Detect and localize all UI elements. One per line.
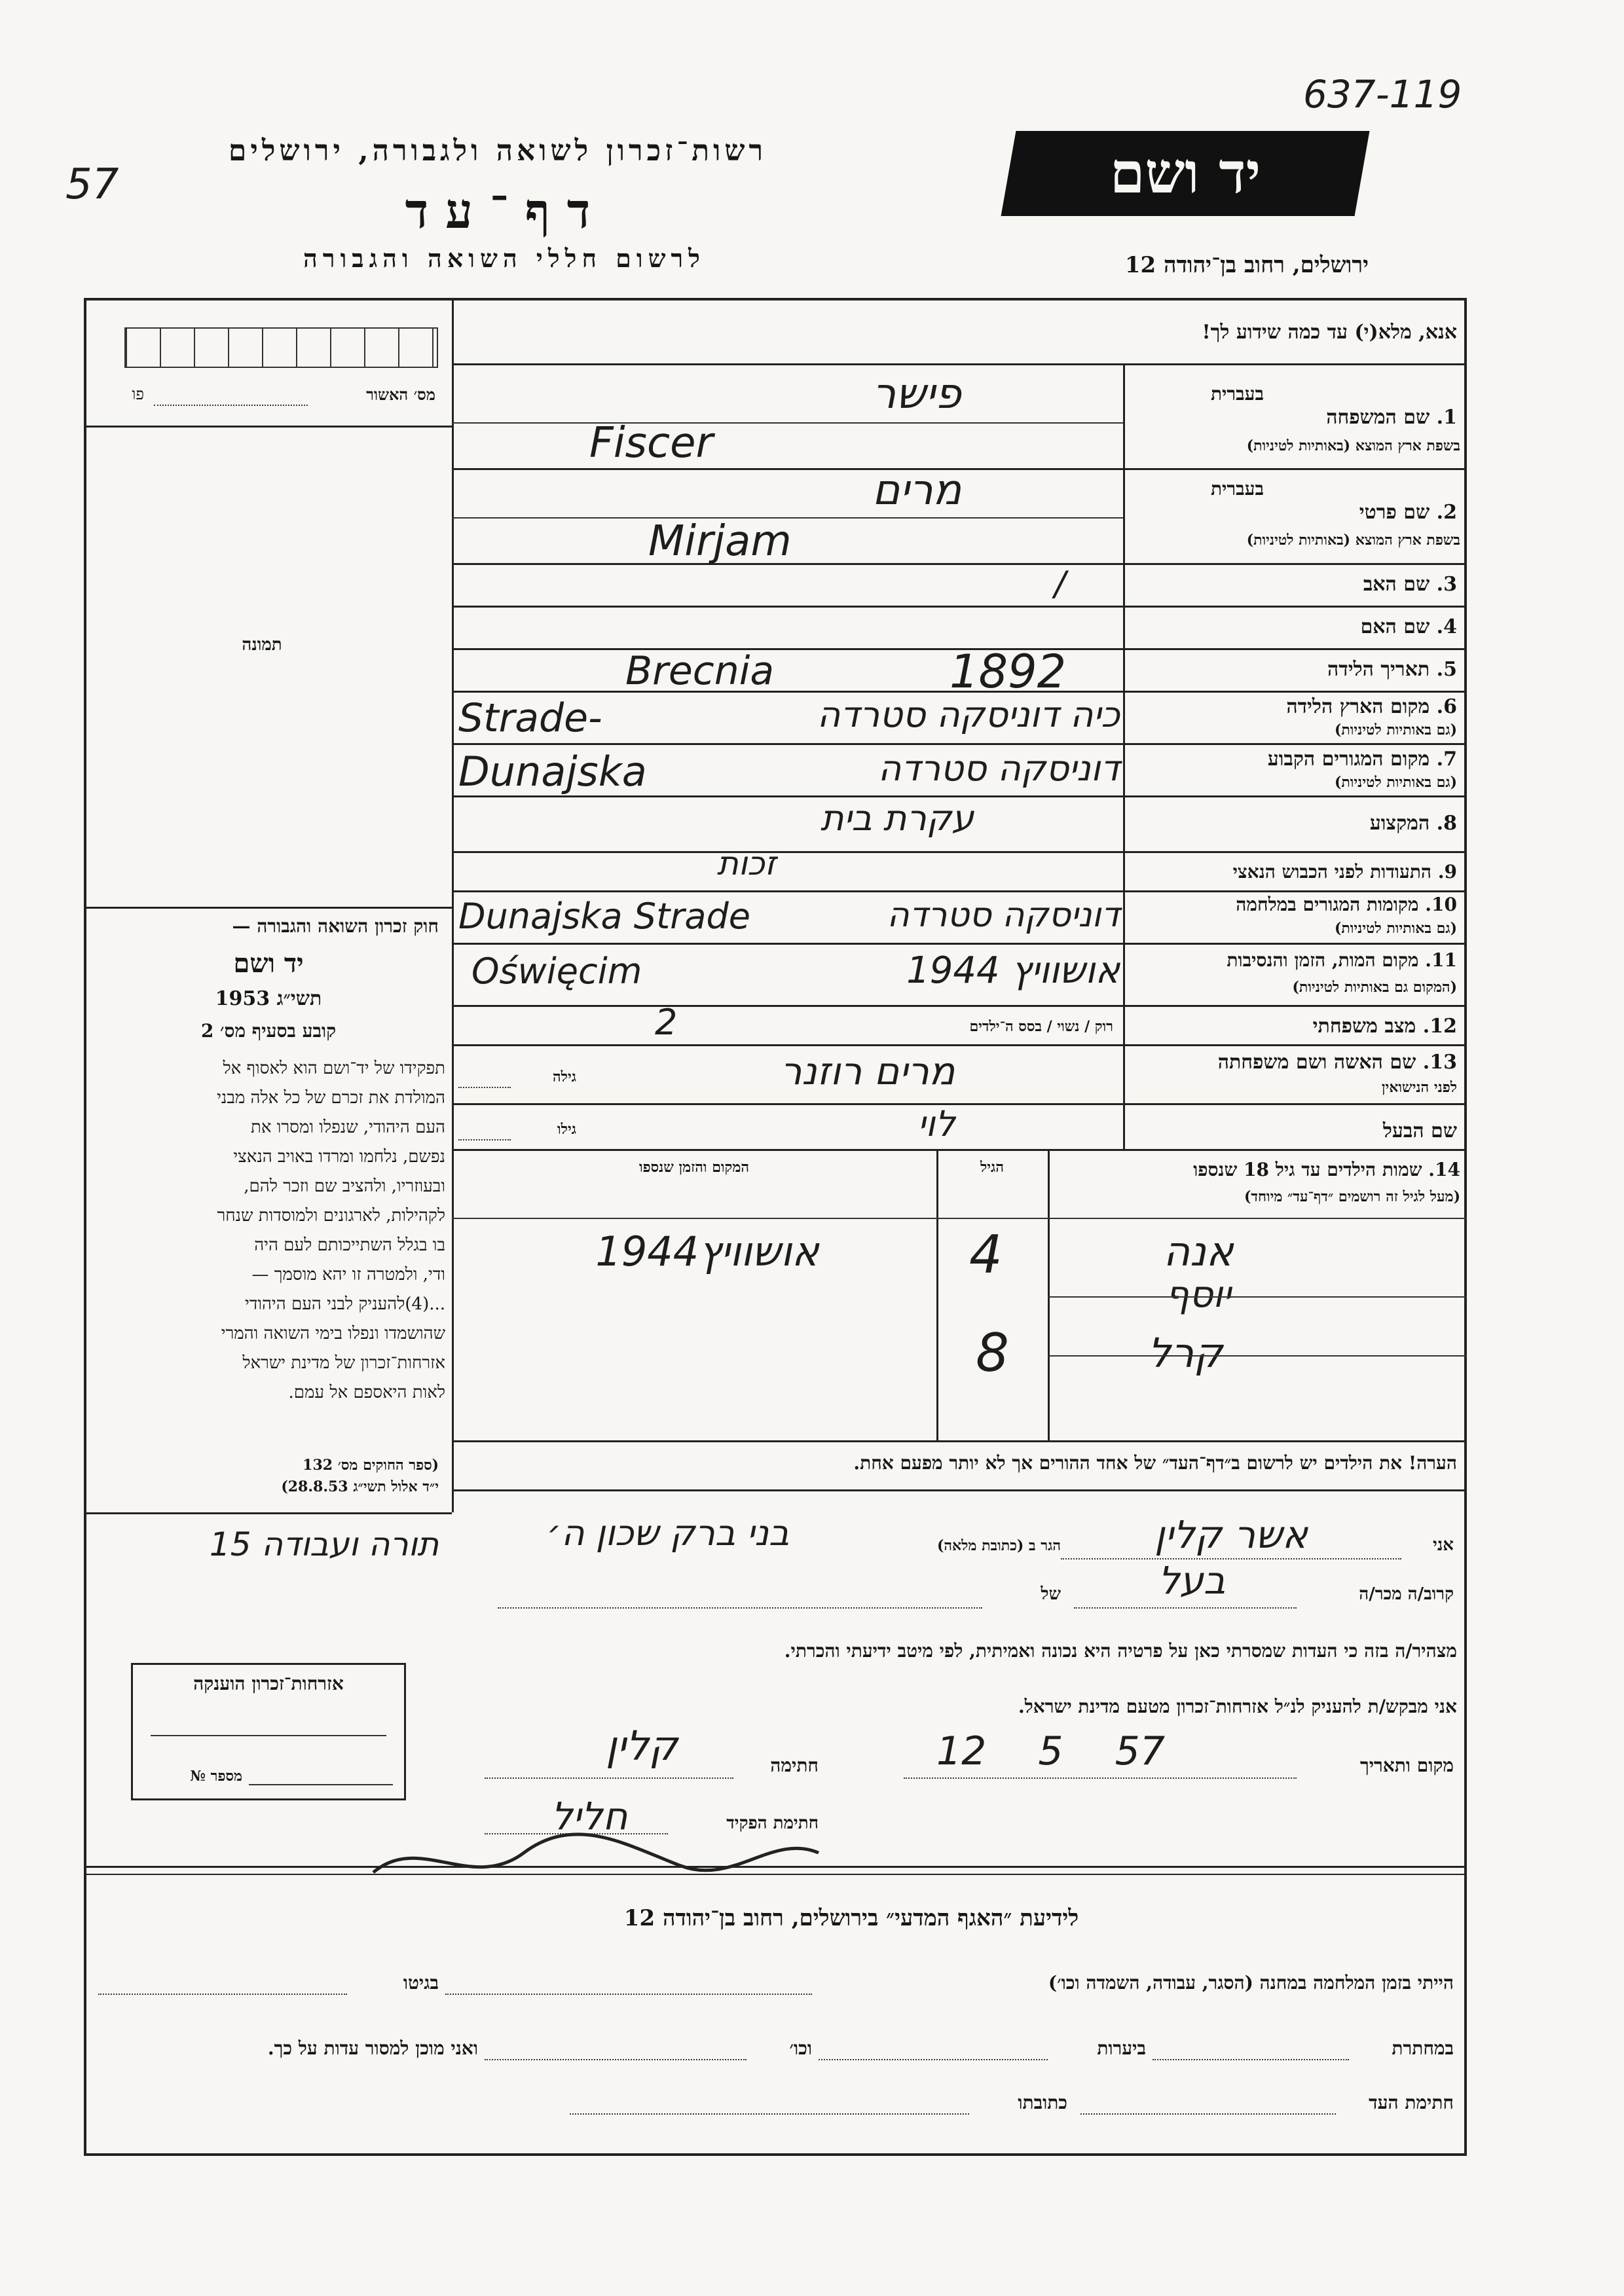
footer-line-3a-blank bbox=[1080, 2113, 1336, 2115]
form-subtitle: לרשום חללי השואה והגבורה bbox=[303, 244, 705, 273]
form-intro: אנא, מלא(י) עד כמה שידוע לך! bbox=[1202, 321, 1457, 344]
law-text bbox=[92, 1054, 445, 1408]
footer-line-2b-blank bbox=[819, 2059, 1048, 2060]
field-7-number: 7. bbox=[1436, 748, 1457, 771]
left-col-rule-2 bbox=[84, 907, 452, 909]
birth-place-latin-2: Strade- bbox=[458, 695, 602, 741]
field-10-name: מקומות המגורים במלחמה bbox=[1236, 894, 1419, 915]
field-1-number: 1. bbox=[1436, 406, 1457, 429]
field-11-name: מקום המות, הזמן והנסיבות bbox=[1227, 949, 1419, 971]
pre-occupation-status: זכות bbox=[716, 845, 777, 883]
field-2-sub: בשפת ארץ המוצא (באותיות לטיניות) bbox=[1246, 532, 1460, 549]
certificate-box-number: מספר № bbox=[190, 1768, 242, 1785]
yad-vashem-logo bbox=[1001, 131, 1370, 216]
file-number: 637-119 bbox=[1303, 72, 1462, 117]
signature-line bbox=[485, 1777, 733, 1779]
photo-label: תמונה bbox=[242, 635, 282, 655]
field-11-number: 11. bbox=[1425, 949, 1457, 971]
certificate-box-line bbox=[151, 1735, 386, 1736]
child-place: אושוויץ1944 bbox=[595, 1228, 819, 1275]
children-row-rule bbox=[1048, 1296, 1467, 1298]
field-5-label bbox=[1130, 658, 1457, 681]
note-bottom bbox=[452, 1489, 1467, 1491]
child-age: 8 bbox=[976, 1322, 1009, 1383]
field-4-label bbox=[1130, 615, 1457, 638]
address-line: ירושלים, רחוב בן־יהודה 12 bbox=[1124, 252, 1369, 278]
field-12-name: מצב משפחתי bbox=[1312, 1015, 1416, 1038]
note-text: הערה! את הילדים יש לרשום ב״דף־העד״ של אחד ההורים אך לא יותר מפעם אחת. bbox=[853, 1452, 1457, 1474]
left-column-divider bbox=[452, 298, 454, 1512]
children-age-header: הגיל bbox=[980, 1159, 1004, 1176]
field-2-hebrew-tag: בעברית bbox=[1210, 478, 1264, 500]
field-6-label bbox=[1130, 695, 1457, 718]
law-year-row bbox=[98, 987, 439, 1010]
field-7-name: מקום המגורים הקבוע bbox=[1267, 748, 1430, 771]
field-8-number: 8. bbox=[1436, 812, 1457, 835]
logo-text: יד ושם bbox=[1109, 140, 1261, 206]
footer-line-2b: ביערות bbox=[1097, 2037, 1146, 2059]
footer-line-3b-blank bbox=[570, 2113, 969, 2115]
note-top bbox=[452, 1440, 1467, 1442]
law-title: חוק זכרון השואה והגבורה — bbox=[232, 915, 439, 937]
field-11-sub: (המקום גם באותיות לטיניות) bbox=[1292, 979, 1457, 996]
field-1-sub: בשפת ארץ המוצא (באותיות לטיניות) bbox=[1246, 437, 1460, 454]
law-year-hebrew: תשי״ג bbox=[276, 987, 322, 1010]
footer-line-1-end: בגיטו bbox=[403, 1972, 439, 1994]
wartime-residence: דוניסקה סטרדה bbox=[887, 896, 1120, 935]
first-name-hebrew: מרים bbox=[872, 466, 962, 515]
law-name: יד ושם bbox=[233, 948, 304, 979]
footer-line-2c-blank bbox=[485, 2059, 747, 2060]
husband-name: לוי bbox=[917, 1103, 955, 1144]
row-rule bbox=[452, 943, 1467, 945]
field-1-hebrew-tag: בעברית bbox=[1210, 383, 1264, 405]
approval-number-line bbox=[154, 405, 308, 406]
children-row-rule bbox=[1048, 1355, 1467, 1357]
field-3-name: שם האב bbox=[1363, 573, 1430, 596]
left-col-rule-1 bbox=[84, 426, 452, 428]
law-year: 1953 bbox=[215, 987, 270, 1010]
certificate-box-title: אזרחות־זכרון הוענקה bbox=[193, 1673, 344, 1694]
official-signature: חליל bbox=[551, 1794, 628, 1838]
row-rule bbox=[452, 422, 1123, 424]
field-4-name: שם האם bbox=[1360, 615, 1430, 638]
signature-scrawl bbox=[367, 1807, 825, 1899]
wartime-residence-latin: Dunajska Strade bbox=[458, 896, 751, 937]
row-rule bbox=[452, 890, 1467, 892]
husband-age-line bbox=[458, 1139, 511, 1140]
husband-label: שם הבעל bbox=[1382, 1120, 1457, 1142]
signature-label: חתימה bbox=[770, 1755, 819, 1776]
law-line: אזרחות־זכרון של מדינת ישראל bbox=[242, 1353, 445, 1373]
row-rule bbox=[452, 743, 1467, 745]
law-reference-2: י״ד אלול תשי״ג 28.8.53) bbox=[281, 1478, 439, 1495]
field-6-number: 6. bbox=[1436, 695, 1457, 718]
law-line: נפשם, נלחמו ומרדו באויב הנאצי bbox=[233, 1147, 445, 1167]
surname-latin: Fiscer bbox=[589, 419, 713, 467]
children-number: 14. bbox=[1428, 1159, 1460, 1180]
child-name: יוסף bbox=[1166, 1273, 1231, 1316]
residence: דוניסקה סטרדה bbox=[878, 748, 1120, 789]
children-divider-2 bbox=[936, 1149, 938, 1440]
of-label: של bbox=[1041, 1584, 1061, 1604]
field-1-label bbox=[1130, 406, 1457, 429]
field-8-label bbox=[1130, 812, 1457, 835]
wife-name: מרים רוזנר bbox=[780, 1049, 955, 1093]
law-line: ובעוזריו, ולהציב שם וזכר להם, bbox=[244, 1176, 445, 1196]
declarant-i: אני bbox=[1433, 1535, 1454, 1555]
field-10-label bbox=[1130, 894, 1457, 916]
first-name-latin: Mirjam bbox=[648, 517, 792, 566]
row-rule bbox=[452, 851, 1467, 853]
official-signature-label: חתימת הפקיד bbox=[726, 1813, 819, 1833]
law-line: ...(4)להעניק לבני העם היהודי bbox=[245, 1294, 445, 1314]
field-12-inline-sub: רוק / נשוי / בסס ה־ילדים bbox=[969, 1018, 1113, 1035]
field-13-age-label: גילה bbox=[553, 1068, 576, 1085]
birth-year: 1892 bbox=[950, 645, 1067, 699]
field-2-name: שם פרטי bbox=[1359, 501, 1430, 524]
field-3-label bbox=[1130, 573, 1457, 596]
children-divider-1 bbox=[1048, 1149, 1050, 1440]
law-line: העם היהודי, שנפלו ומסרו את bbox=[251, 1118, 445, 1137]
law-section: קובע בסעיף מס׳ 2 bbox=[200, 1020, 337, 1042]
place-date-label: מקום ותאריך bbox=[1359, 1755, 1454, 1776]
profession: עקרת בית bbox=[820, 797, 974, 839]
field-6-name: מקום הארץ הלידה bbox=[1286, 695, 1430, 718]
birth-place: כיה דוניסקה סטרדה bbox=[817, 694, 1120, 735]
footer-line-3a: חתימת העד bbox=[1369, 2092, 1454, 2113]
field-13-age-line bbox=[458, 1087, 511, 1088]
field-5-name: תאריך הלידה bbox=[1327, 658, 1430, 681]
declarant-name: אשר קלין bbox=[1154, 1512, 1308, 1557]
field-1-name: שם המשפחה bbox=[1326, 406, 1430, 429]
husband-age-label: גילו bbox=[557, 1121, 576, 1138]
field-5-number: 5. bbox=[1436, 658, 1457, 681]
law-line: המולדת את זכרם של כל אלה מבני bbox=[217, 1088, 445, 1108]
child-name: אנה bbox=[1163, 1228, 1234, 1275]
field-9-number: 9. bbox=[1437, 861, 1457, 883]
place-date-value: 12 5 57 bbox=[936, 1728, 1166, 1774]
field-13-label bbox=[1130, 1051, 1457, 1074]
signature-value: קלין bbox=[606, 1722, 678, 1770]
row-rule bbox=[452, 1005, 1467, 1007]
field-6-sub: (גם באותיות לטיניות) bbox=[1334, 721, 1457, 738]
surname-hebrew: פישר bbox=[872, 370, 961, 418]
row-rule bbox=[452, 1044, 1467, 1046]
request-text: אני מבקש/ת להעניק לנ״ל אזרחות־זכרון מטעם מדינת ישראל. bbox=[1018, 1696, 1457, 1717]
certificate-number-line bbox=[249, 1784, 393, 1785]
relation-label: קרוב/ה מכר/ה bbox=[1359, 1584, 1454, 1604]
field-9-label bbox=[1130, 861, 1457, 883]
grid-top bbox=[452, 363, 1467, 365]
field-3-number: 3. bbox=[1436, 573, 1457, 596]
grid-label-divider bbox=[1123, 363, 1125, 1149]
footer-line-2a: במחתרת bbox=[1392, 2037, 1454, 2059]
children-header-rule bbox=[452, 1218, 1467, 1219]
footer-line-1-blank bbox=[445, 1994, 812, 1995]
field-11-label bbox=[1130, 949, 1457, 972]
field-10-number: 10. bbox=[1425, 894, 1457, 915]
law-line: לקהילות, לארגונים ולמוסדות שנחר bbox=[217, 1206, 445, 1226]
children-sub: (מעל לגיל זה רושמים ״דף־עד״ מיוחד) bbox=[1244, 1188, 1460, 1205]
law-reference-1: (ספר החוקים מס׳ 132 bbox=[303, 1457, 439, 1474]
code-boxes bbox=[124, 327, 438, 368]
child-age: 4 bbox=[969, 1224, 1003, 1285]
field-10-sub: (גם באותיות לטיניות) bbox=[1334, 920, 1457, 937]
approval-number-label: מס׳ האשור bbox=[366, 385, 435, 404]
field-4-number: 4. bbox=[1436, 615, 1457, 638]
law-line: ודי, ולמטרה זו יהא מוסמך — bbox=[251, 1265, 445, 1285]
corner-number: 57 bbox=[65, 160, 119, 209]
law-line: שהושמדו ונפלו בימי השואה והמרי bbox=[221, 1324, 445, 1343]
of-line bbox=[498, 1607, 982, 1609]
relation-line bbox=[1074, 1607, 1297, 1609]
field-13-number: 13. bbox=[1422, 1051, 1457, 1074]
field-2-number: 2. bbox=[1436, 501, 1457, 524]
children-title: שמות הילדים עד גיל 18 שנספו bbox=[1193, 1159, 1422, 1180]
field-7-label bbox=[1130, 748, 1457, 771]
relation-value: בעל bbox=[1158, 1558, 1226, 1603]
footer-line-3b: כתובתו bbox=[1018, 2092, 1067, 2113]
death-place: אושוויץ 1944 bbox=[906, 949, 1120, 992]
place-date-line bbox=[904, 1777, 1297, 1779]
footer-line-2a-blank bbox=[1153, 2059, 1349, 2060]
residence-latin: Dunajska bbox=[458, 748, 647, 795]
law-line: לאות היאספם אל עמם. bbox=[288, 1383, 445, 1402]
field-2-label bbox=[1130, 501, 1457, 524]
footer-line-2c: וכו׳ bbox=[789, 2037, 812, 2059]
field-12-label bbox=[1130, 1015, 1457, 1038]
declarant-address-extra: תורה ועבודה 15 bbox=[209, 1525, 439, 1563]
footer-heading: לידיעת ״האגף המדעי״ בירושלים, רחוב בן־יהודה 12 bbox=[623, 1905, 1079, 1931]
law-line: תפקידו של יד־ושם הוא לאסוף אל bbox=[223, 1059, 445, 1078]
approval-number-suffix: פו bbox=[132, 385, 144, 403]
family-status-children: 2 bbox=[655, 1002, 678, 1043]
footer-line-1: הייתי בזמן המלחמה במחנה (הסגר, עבודה, השמדה וכו׳) bbox=[1048, 1972, 1454, 1994]
form-title: ד ף ־ ע ד bbox=[405, 183, 591, 240]
field-13-sub: לפני הנישואין bbox=[1381, 1079, 1457, 1096]
children-place-header: המקום והזמן שנספו bbox=[638, 1159, 750, 1176]
footer-line-2d: ואני מוכן למסור עדות על כך. bbox=[267, 2037, 478, 2059]
row-rule bbox=[452, 1149, 1467, 1151]
death-place-latin: Oświęcim bbox=[471, 951, 642, 992]
row-rule bbox=[452, 563, 1467, 565]
field-13-name: שם האשה ושם משפחתה bbox=[1217, 1051, 1416, 1074]
birth-place-latin-1: Brecnia bbox=[625, 648, 775, 694]
field-9-name: התעודות לפני הכבוש הנאצי bbox=[1232, 861, 1432, 883]
children-label bbox=[1054, 1159, 1460, 1181]
field-8-name: המקצוע bbox=[1369, 812, 1430, 835]
law-line: בו בגלל השתייכותם לעם היה bbox=[254, 1235, 445, 1255]
row-rule bbox=[452, 606, 1467, 608]
field-12-number: 12. bbox=[1422, 1015, 1457, 1038]
father-name: / bbox=[1054, 564, 1066, 604]
declarant-address: בני ברק שכון ה׳ bbox=[546, 1512, 790, 1554]
declaration-text: מצהיר/ה בזה כי העדות שמסרתי כאן על פרטיה היא נכונה ואמיתית, לפי מיטב ידיעתי והכרתי. bbox=[784, 1640, 1457, 1662]
field-7-sub: (גם באותיות לטיניות) bbox=[1334, 774, 1457, 791]
declarant-address-label: הגר ב (כתובת מלאה) bbox=[936, 1537, 1061, 1554]
left-col-bottom bbox=[84, 1512, 452, 1514]
footer-line-1-end-blank bbox=[98, 1994, 347, 1995]
child-name: קרל bbox=[1147, 1329, 1223, 1377]
authority-line: רשות־זכרון לשואה ולגבורה, ירושלים bbox=[228, 134, 767, 168]
